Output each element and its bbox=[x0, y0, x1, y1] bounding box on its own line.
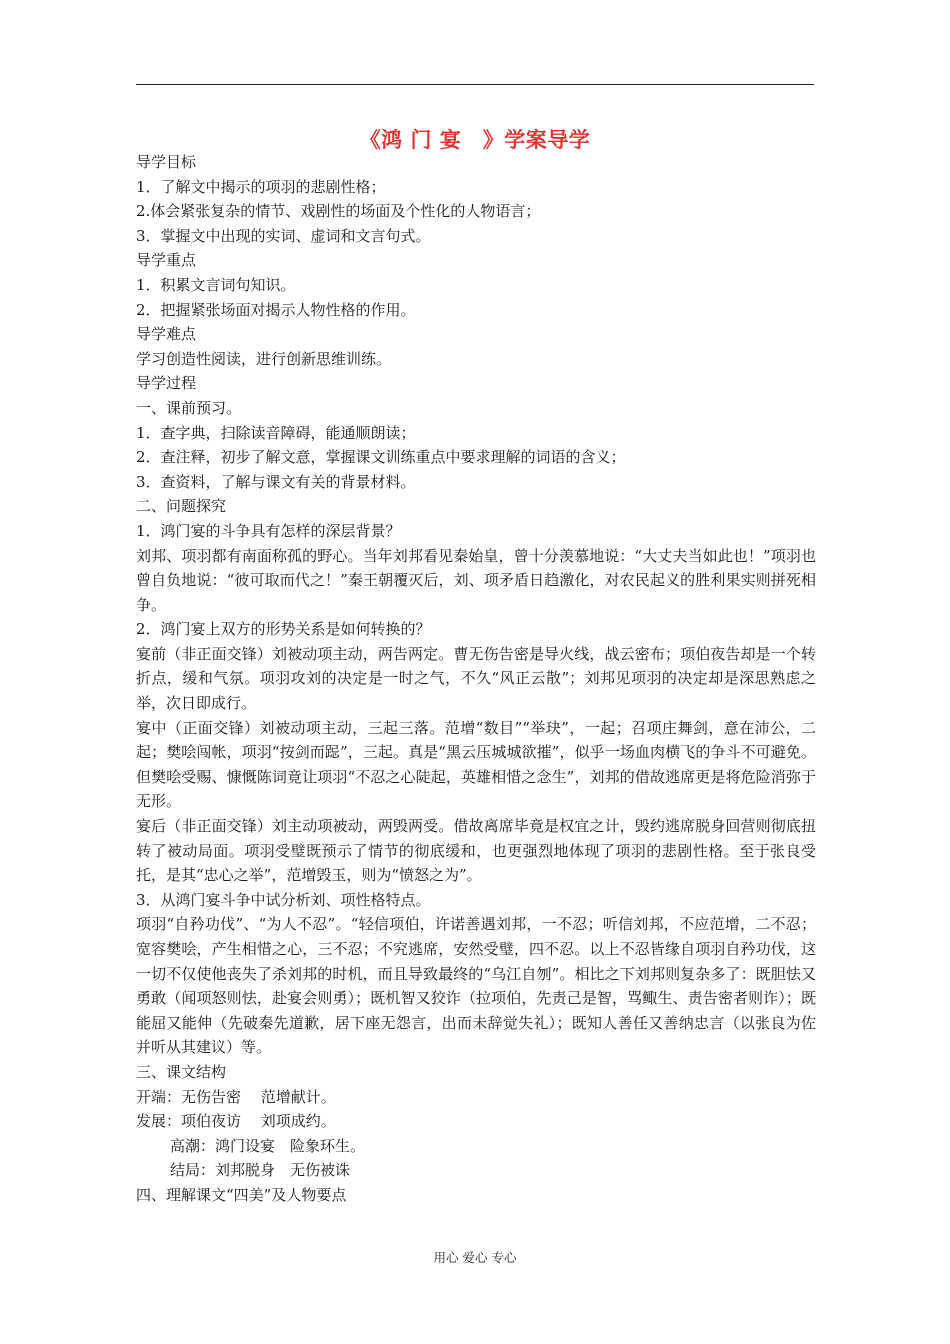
body-line: 2．把握紧张场面对揭示人物性格的作用。 bbox=[136, 300, 416, 319]
body-paragraph: 宴中（正面交锋）刘被动项主动，三起三落。范增“数目”“举玦”，一起；召项庄舞剑，意在沛公，二起；樊哙闯帐，项羽“按剑而跽”，三起。真是“黑云压城城欲摧”，似乎一场血肉横飞的争斗不可避免。但樊哙受赐、慷慨陈词竟让项羽“不忍之心陡起，英雄相惜之念生”，刘邦的借故逃席更是将危险消弥于无形。 bbox=[136, 718, 816, 811]
body-line: 3．掌握文中出现的实词、虚词和文言句式。 bbox=[136, 226, 431, 245]
body-line: 导学重点 bbox=[136, 251, 197, 270]
body-line: 一、课前预习。 bbox=[136, 398, 242, 417]
body-line: 导学难点 bbox=[136, 325, 197, 344]
body-line: 发展：项伯夜访 刘项成约。 bbox=[136, 1112, 336, 1131]
body-line: 3．从鸿门宴斗争中试分析刘、项性格特点。 bbox=[136, 890, 431, 909]
body-line: 1．查字典，扫除读音障碍，能通顺朗读； bbox=[136, 423, 416, 442]
body-line: 2.体会紧张复杂的情节、戏剧性的场面及个性化的人物语言； bbox=[136, 202, 541, 221]
page-footer: 用心 爱心 专心 bbox=[433, 1250, 517, 1265]
body-line: 二、问题探究 bbox=[136, 497, 227, 516]
body-line: 高潮：鸿门设宴 险象环生。 bbox=[170, 1136, 366, 1155]
body-line: 学习创造性阅读，进行创新思维训练。 bbox=[136, 349, 392, 368]
body-paragraph: 宴后（非正面交锋）刘主动项被动，两毁两受。借故离席毕竟是权宜之计，毁约逃席脱身回营则彻底扭转了被动局面。项羽受璧既预示了情节的彻底缓和，也更强烈地体现了项羽的悲剧性格。至于张良受托，是其“忠心之举”，范增毁玉，则为“愤怒之为”。 bbox=[136, 817, 816, 885]
body-line: 1．鸿门宴的斗争具有怎样的深层背景？ bbox=[136, 521, 401, 540]
body-line: 3．查资料，了解与课文有关的背景材料。 bbox=[136, 472, 416, 491]
document-title: 《鸿 门 宴 》学案导学 bbox=[359, 128, 591, 152]
body-line: 导学过程 bbox=[136, 374, 197, 393]
body-line: 四、理解课文“四美”及人物要点 bbox=[136, 1185, 347, 1204]
body-line: 1．积累文言词句知识。 bbox=[136, 275, 296, 294]
body-line: 结局：刘邦脱身 无伤被诛 bbox=[170, 1161, 351, 1180]
body-line: 1．了解文中揭示的项羽的悲剧性格； bbox=[136, 177, 386, 196]
body-paragraph: 刘邦、项羽都有南面称孤的野心。当年刘邦看见秦始皇，曾十分羡慕地说：“大丈夫当如此也！”项羽也曾自负地说：“彼可取而代之！”秦王朝覆灭后，刘、项矛盾日趋激化，对农民起义的胜利果实则拼死相争。 bbox=[136, 546, 816, 614]
body-paragraph: 项羽“自矜功伐”、“为人不忍”。“轻信项伯，许诺善遇刘邦，一不忍；听信刘邦，不应范增，二不忍；宽容樊哙，产生相惜之心，三不忍；不究逃席，安然受璧，四不忍。以上不忍皆缘自项羽自矜功伐，这一切不仅使他丧失了杀刘邦的时机，而且导致最终的“乌江自刎”。相比之下刘邦则复杂多了：既胆怯又勇敢（闻项怒则怯，赴宴会则勇）；既机智又狡诈（拉项伯，先责己是智，骂鲰生、责告密者则诈）；既能屈又能伸（先破秦先道歉，居下座无怨言，出而未辞觉失礼）；既知人善任又善纳忠言（以张良为佐并听从其建议）等。 bbox=[136, 915, 816, 1057]
document-body bbox=[136, 150, 816, 1208]
body-line: 2．查注释，初步了解文意，掌握课文训练重点中要求理解的词语的含义； bbox=[136, 448, 626, 467]
body-line: 开端：无伤告密 范增献计。 bbox=[136, 1087, 336, 1106]
body-line: 导学目标 bbox=[136, 153, 197, 171]
header-rule bbox=[136, 84, 814, 85]
body-line: 2．鸿门宴上双方的形势关系是如何转换的？ bbox=[136, 620, 431, 639]
body-line: 三、课文结构 bbox=[136, 1062, 227, 1081]
body-paragraph: 宴前（非正面交锋）刘被动项主动，两告两定。曹无伤告密是导火线，战云密布；项伯夜告却是一个转折点，缓和气氛。项羽攻刘的决定是一时之气，不久“风正云散”；刘邦见项羽的决定却是深思熟虑之举，次日即成行。 bbox=[136, 644, 816, 713]
